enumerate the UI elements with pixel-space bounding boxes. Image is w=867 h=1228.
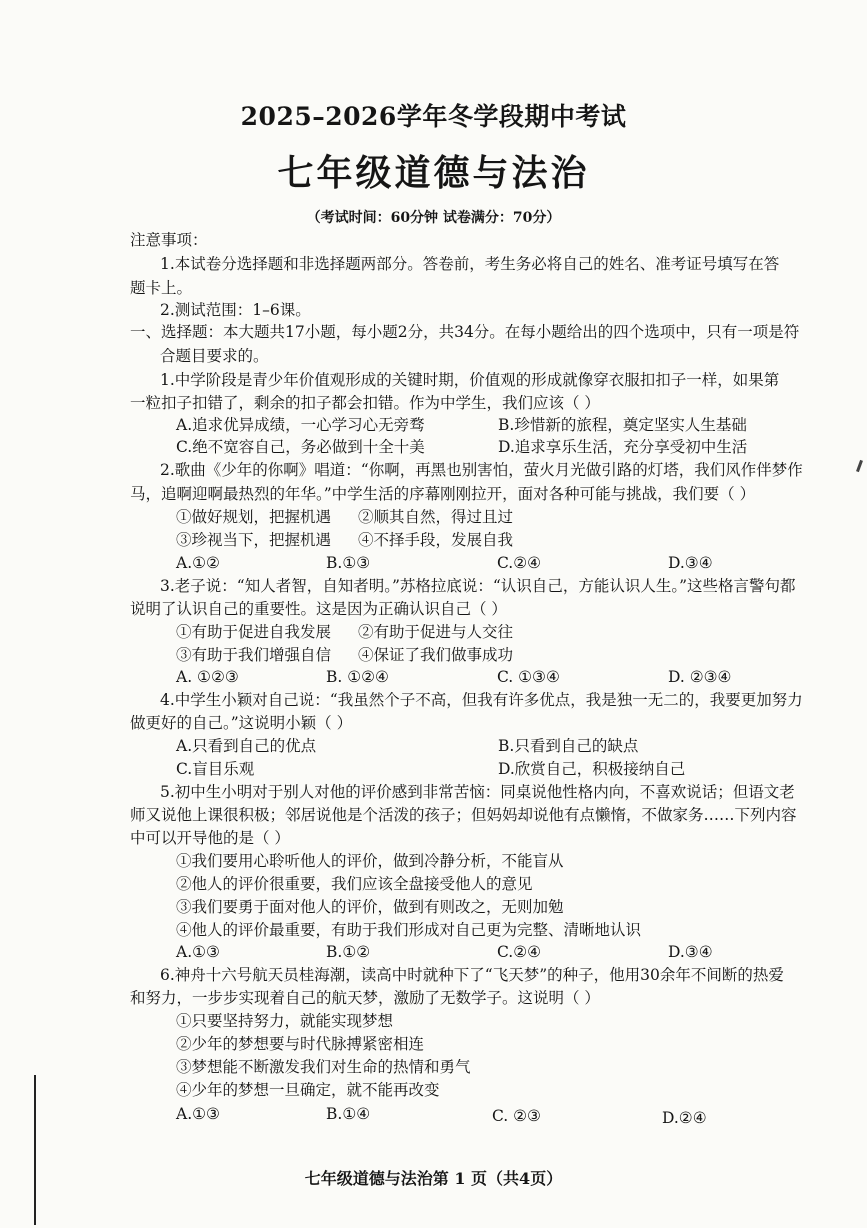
scan-speck <box>856 460 863 472</box>
notice-item-1: 1.本试卷分选择题和非选择题两部分。答卷前，考生务必将自己的姓名、准考证号填写在答 <box>160 255 780 273</box>
question-3-option-c: C. ①③④ <box>497 668 560 686</box>
question-1-option-c: C.绝不宽容自己，务必做到十全十美 <box>176 438 425 456</box>
question-6-stem-cont: 和努力，一步步实现着自己的航天梦，激励了无数学子。这说明（ ） <box>130 989 600 1007</box>
exam-title-year: 2025–2026学年冬学段期中考试 <box>240 102 627 131</box>
exam-time-and-score: （考试时间：60分钟 试卷满分：70分） <box>306 210 561 226</box>
question-3-option-b: B. ①②④ <box>326 668 389 686</box>
question-1-stem: 1.中学阶段是青少年价值观形成的关键时期，价值观的形成就像穿衣服扣扣子一样，如果第 <box>160 371 780 389</box>
question-6-option-b: B.①④ <box>326 1105 371 1123</box>
question-1-option-b: B.珍惜新的旅程，奠定坚实人生基础 <box>498 416 747 434</box>
question-1-option-d: D.追求享乐生活，充分享受初中生活 <box>498 438 748 456</box>
question-6-statement-4: ④少年的梦想一旦确定，就不能再改变 <box>176 1081 440 1099</box>
question-6-option-a: A.①③ <box>176 1105 220 1123</box>
question-6-statement-2: ②少年的梦想要与时代脉搏紧密相连 <box>176 1035 425 1053</box>
question-3-stem: 3.老子说：“知人者智，自知者明。”苏格拉底说：“认识自己，方能认识人生。”这些格言警句都 <box>160 577 796 595</box>
question-5-statement-1: ①我们要用心聆听他人的评价，做到冷静分析，不能盲从 <box>176 852 564 870</box>
question-6-option-d: D.②④ <box>662 1109 707 1127</box>
question-4-option-d: D.欣赏自己，积极接纳自己 <box>498 760 686 778</box>
question-5-option-a: A.①③ <box>176 943 220 961</box>
question-2-option-b: B.①③ <box>326 554 371 572</box>
question-2-option-d: D.③④ <box>668 554 713 572</box>
question-4-stem-cont: 做更好的自己。”这说明小颖（ ） <box>130 714 353 732</box>
question-4-option-a: A.只看到自己的优点 <box>176 737 317 755</box>
question-5-option-d: D.③④ <box>668 943 713 961</box>
question-6-option-c: C. ②③ <box>492 1107 541 1125</box>
question-1-stem-cont: 一粒扣子扣错了，剩余的扣子都会扣错。作为中学生，我们应该（ ） <box>130 394 600 412</box>
question-3-option-a: A. ①②③ <box>176 668 239 686</box>
page-footer: 七年级道德与法治第 1 页（共4页） <box>304 1169 563 1188</box>
question-3-statement-4: ④保证了我们做事成功 <box>358 646 514 664</box>
section-1-heading-cont: 合题目要求的。 <box>160 347 269 365</box>
question-4-option-c: C.盲目乐观 <box>176 760 255 778</box>
question-4-stem: 4.中学生小颖对自己说：“我虽然个子不高，但我有许多优点，我是独一无二的，我要更加努力 <box>160 691 803 709</box>
exam-title-subject: 七年级道德与法治 <box>277 152 590 194</box>
question-2-statement-4: ④不择手段，发展自我 <box>358 531 514 549</box>
question-6-statement-3: ③梦想能不断激发我们对生命的热情和勇气 <box>176 1058 471 1076</box>
question-3-stem-cont: 说明了认识自己的重要性。这是因为正确认识自己（ ） <box>130 600 507 618</box>
question-2-option-a: A.①② <box>176 554 220 572</box>
question-2-stem-cont: 马，追啊迎啊最热烈的年华。”中学生活的序幕刚刚拉开，面对各种可能与挑战，我们要（ ） <box>130 485 756 503</box>
question-2-statement-2: ②顺其自然，得过且过 <box>358 508 514 526</box>
notice-item-1-cont: 题卡上。 <box>130 279 193 297</box>
question-6-statement-1: ①只要坚持努力，就能实现梦想 <box>176 1012 394 1030</box>
question-5-stem-cont: 师又说他上课很积极；邻居说他是个活泼的孩子；但妈妈却说他有点懒惰，不做家务……下列内容 <box>130 806 797 824</box>
question-3-statement-1: ①有助于促进自我发展 <box>176 623 332 641</box>
question-2-statement-1: ①做好规划，把握机遇 <box>176 508 332 526</box>
question-2-option-c: C.②④ <box>497 554 542 572</box>
question-5-statement-4: ④他人的评价最重要，有助于我们形成对自己更为完整、清晰地认识 <box>176 921 642 939</box>
question-3-statement-2: ②有助于促进与人交往 <box>358 623 514 641</box>
question-6-stem: 6.神舟十六号航天员桂海潮，读高中时就种下了“飞天梦”的种子，他用30余年不间断的热爱 <box>160 966 784 984</box>
question-5-stem-cont-2: 中可以开导他的是（ ） <box>130 829 290 847</box>
notice-heading: 注意事项： <box>130 231 208 249</box>
notice-item-2: 2.测试范围：1–6课。 <box>160 301 311 319</box>
question-5-option-b: B.①② <box>326 943 371 961</box>
question-3-option-d: D. ②③④ <box>668 668 732 686</box>
question-2-stem: 2.歌曲《少年的你啊》唱道：“你啊，再黑也别害怕，萤火月光做引路的灯塔，我们风作伴梦作 <box>160 461 803 479</box>
question-2-statement-3: ③珍视当下，把握机遇 <box>176 531 332 549</box>
section-1-heading: 一、选择题：本大题共17小题，每小题2分，共34分。在每小题给出的四个选项中，只有一项是符 <box>130 323 800 341</box>
question-3-statement-3: ③有助于我们增强自信 <box>176 646 332 664</box>
question-5-statement-2: ②他人的评价很重要，我们应该全盘接受他人的意见 <box>176 875 533 893</box>
question-5-option-c: C.②④ <box>497 943 542 961</box>
question-1-option-a: A.追求优异成绩，一心学习心无旁骛 <box>176 416 425 434</box>
question-5-statement-3: ③我们要勇于面对他人的评价，做到有则改之，无则加勉 <box>176 898 564 916</box>
question-5-stem: 5.初中生小明对于别人对他的评价感到非常苦恼：同桌说他性格内向，不喜欢说话；但语文老 <box>160 783 795 801</box>
question-4-option-b: B.只看到自己的缺点 <box>498 737 639 755</box>
scan-edge-mark <box>34 1075 36 1225</box>
